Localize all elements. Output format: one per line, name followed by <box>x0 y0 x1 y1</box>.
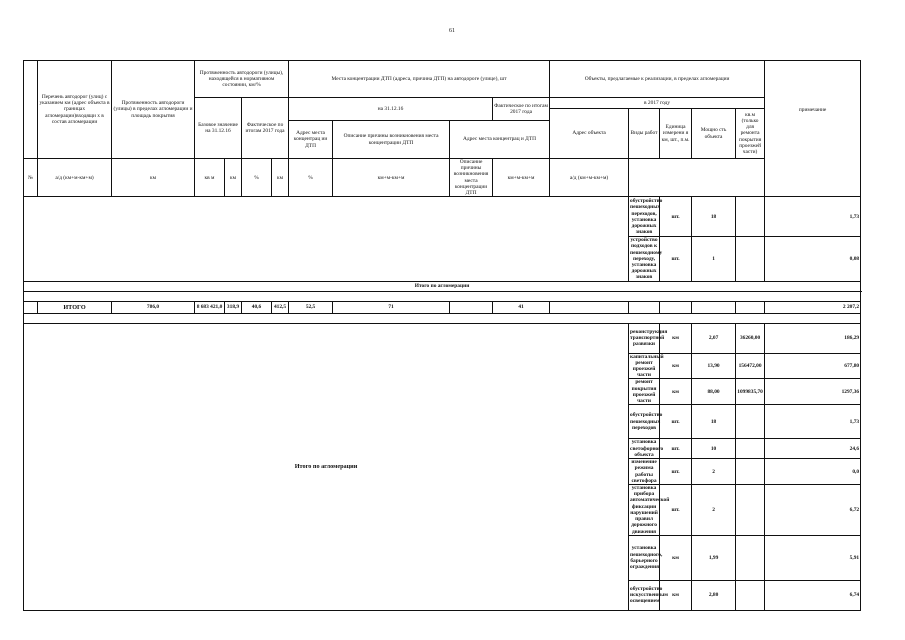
sub-ad-2: а/д (км+м-км+м) <box>550 159 629 197</box>
cost-cell: 1,73 <box>765 405 861 439</box>
work-type-cell: ремонт покрытия проезжей части <box>629 379 660 405</box>
work-type-cell: обустройство искусственным освещением <box>629 580 660 610</box>
cost-cell: 186,29 <box>765 323 861 353</box>
work-type-cell: установка пешеходного, барьерного ограждения <box>629 535 660 580</box>
cost-cell: 677,80 <box>765 353 861 379</box>
unit-cell: км <box>660 353 692 379</box>
spacer-row <box>24 313 861 323</box>
area-cell: 156472,00 <box>736 353 765 379</box>
work-type-cell: обустройство пешеходных переходов <box>629 405 660 439</box>
area-cell <box>736 197 765 237</box>
power-cell: 10 <box>692 439 736 459</box>
summary-label: Итого по агломерации <box>24 323 629 610</box>
area-cell <box>736 459 765 485</box>
power-cell: 2,07 <box>692 323 736 353</box>
total-base-pct: 40,6 <box>242 301 272 313</box>
unit-cell: шт. <box>660 459 692 485</box>
total-km-cell: 786,0 <box>112 301 195 313</box>
power-cell: 13,90 <box>692 353 736 379</box>
header-normative: Протяженность автодороги (улицы), находящейся в нормативном состоянии, км/% <box>195 61 289 98</box>
spacer-row <box>24 291 861 301</box>
sub-km: км <box>112 159 195 197</box>
total-act-km: 412,5 <box>272 301 289 313</box>
cost-cell: 5,91 <box>765 535 861 580</box>
header-num-cell <box>24 61 38 159</box>
table-row <box>24 323 861 353</box>
total-dtp-1216: 71 <box>333 301 450 313</box>
work-type-cell: устройство подходов к пешеходному переходу, установка дорожных знаков <box>630 237 663 281</box>
total-base-km: 318,9 <box>225 301 242 313</box>
header-dtp-actual: Фактическое по итогам 2017 года <box>493 98 550 121</box>
unit-cell: шт. <box>660 237 692 281</box>
header-power: Мощно сть объекта <box>692 109 736 159</box>
header-work-type: Виды работ <box>629 109 660 159</box>
total-dtp-reason <box>450 301 493 313</box>
merged-blank-cell <box>24 197 629 281</box>
spacer-cell <box>24 291 861 301</box>
area-cell: 36260,00 <box>736 323 765 353</box>
total-cost: 2 207,2 <box>765 301 861 313</box>
cost-cell: 1297,36 <box>765 379 861 405</box>
area-cell <box>736 580 765 610</box>
total-power <box>692 301 736 313</box>
sub-km-3: км <box>272 159 289 197</box>
header-object-address: Адрес объекта <box>550 109 629 159</box>
header-road-list: Перечень автодорог (улиц) с указанием км (адрес объекта в границах агломерации)входящи х в состав агломерации <box>38 61 112 159</box>
power-cell: 2 <box>692 459 736 485</box>
area-cell <box>736 237 765 281</box>
work-type-cell: установка прибора автоматической фиксации нарушений правил дорожного движения <box>630 485 670 535</box>
agglomeration-table <box>23 60 861 611</box>
total-dtp-2017: 41 <box>493 301 550 313</box>
unit-cell: шт. <box>660 405 692 439</box>
unit-cell: км <box>660 379 692 405</box>
area-cell <box>736 439 765 459</box>
area-cell: 1099835,70 <box>736 379 765 405</box>
work-type-cell: изменение режима работы светофора <box>629 459 660 485</box>
header-unit: Единица измерени я км, шт., п.м. <box>660 109 692 159</box>
cost-cell: 0,0 <box>765 459 861 485</box>
header-actual: Фактическое по итогам 2017 года <box>242 98 289 159</box>
page-number: 61 <box>449 28 455 34</box>
cost-cell: 24,6 <box>765 439 861 459</box>
sub-reason: Описание причины возникновения места концентрации ДТП <box>450 159 493 197</box>
unit-cell: км <box>660 535 692 580</box>
total-unit <box>660 301 692 313</box>
header-year: в 2017 году <box>550 98 765 109</box>
area-cell <box>736 535 765 580</box>
total-act-pct: 52,5 <box>289 301 333 313</box>
header-dtp-date: на 31.12.16 <box>289 98 493 121</box>
cost-cell: 1,73 <box>765 197 861 237</box>
sub-km-2: км <box>225 159 242 197</box>
total-area <box>736 301 765 313</box>
sub-pct: % <box>242 159 272 197</box>
header-dtp-reason: Описание причины возникновения места концентрации ДТП <box>333 121 450 159</box>
header-objects: Объекты, предлагаемые к реализации, в пределах агломерации <box>550 61 765 98</box>
aggregation-row <box>24 281 861 291</box>
header-dtp: Места концентрации ДТП (адреса, причина ДТП) на автодороге (улице), шт <box>289 61 550 98</box>
sub-pct-2: % <box>289 159 333 197</box>
unit-cell: шт. <box>660 439 692 459</box>
cost-cell: 0,08 <box>765 237 861 281</box>
unit-cell: км <box>660 580 692 610</box>
unit-cell: км <box>660 323 692 353</box>
power-cell: 2,80 <box>692 580 736 610</box>
header-length: Протяженность автодороги (улицы) в пределах агломерации и площадь покрытия <box>112 61 195 159</box>
sub-filler <box>629 159 861 197</box>
itogo-agglomeration-label: Итого по агломерации <box>24 281 861 291</box>
cost-cell: 6,74 <box>765 580 861 610</box>
sub-kvm: кв м <box>195 159 225 197</box>
total-kvm-cell: 8 683 421,0 <box>195 301 225 313</box>
power-cell: 2 <box>692 485 736 536</box>
header-dtp-address-1: Адрес места концентрац ии ДТП <box>289 121 333 159</box>
work-type-cell: реконструкция транспортной развязки <box>629 323 660 353</box>
work-type-cell: капитальный ремонт проезжей части <box>630 353 664 379</box>
area-cell <box>736 485 765 536</box>
sub-kmm-2: км+м-км+м <box>493 159 550 197</box>
total-label: ИТОГО <box>38 301 112 313</box>
total-work-type <box>629 301 660 313</box>
unit-cell: шт. <box>660 197 692 237</box>
sub-num: № <box>24 159 38 197</box>
header-note: примечание <box>765 61 861 197</box>
area-cell <box>736 405 765 439</box>
total-num-cell <box>24 301 38 313</box>
power-cell: 1 <box>692 237 736 281</box>
power-cell: 88,00 <box>692 379 736 405</box>
work-type-cell: установка светофорного объекта <box>630 439 664 458</box>
header-dtp-address-2: Адрес места концентрац и ДТП <box>450 121 550 159</box>
header-baseline: Базовое значение на 31.12.16 <box>195 98 242 159</box>
power-cell: 18 <box>692 197 736 237</box>
spacer-cell <box>24 313 861 323</box>
work-type-cell: обустройство пешеходных переходов, установка дорожных знаков <box>630 198 663 236</box>
power-cell: 18 <box>692 405 736 439</box>
total-obj-addr <box>550 301 629 313</box>
total-row <box>24 301 861 313</box>
sub-ad: а/д (км+м-км+м) <box>38 159 112 197</box>
table-row <box>24 197 861 237</box>
sub-kmm-1: км+м-км+м <box>333 159 450 197</box>
power-cell: 1,99 <box>692 535 736 580</box>
header-area: кв.м (только для ремонта покрытия проезжей части) <box>736 109 765 159</box>
cost-cell: 6,72 <box>765 485 861 536</box>
unit-cell: шт. <box>660 485 692 536</box>
